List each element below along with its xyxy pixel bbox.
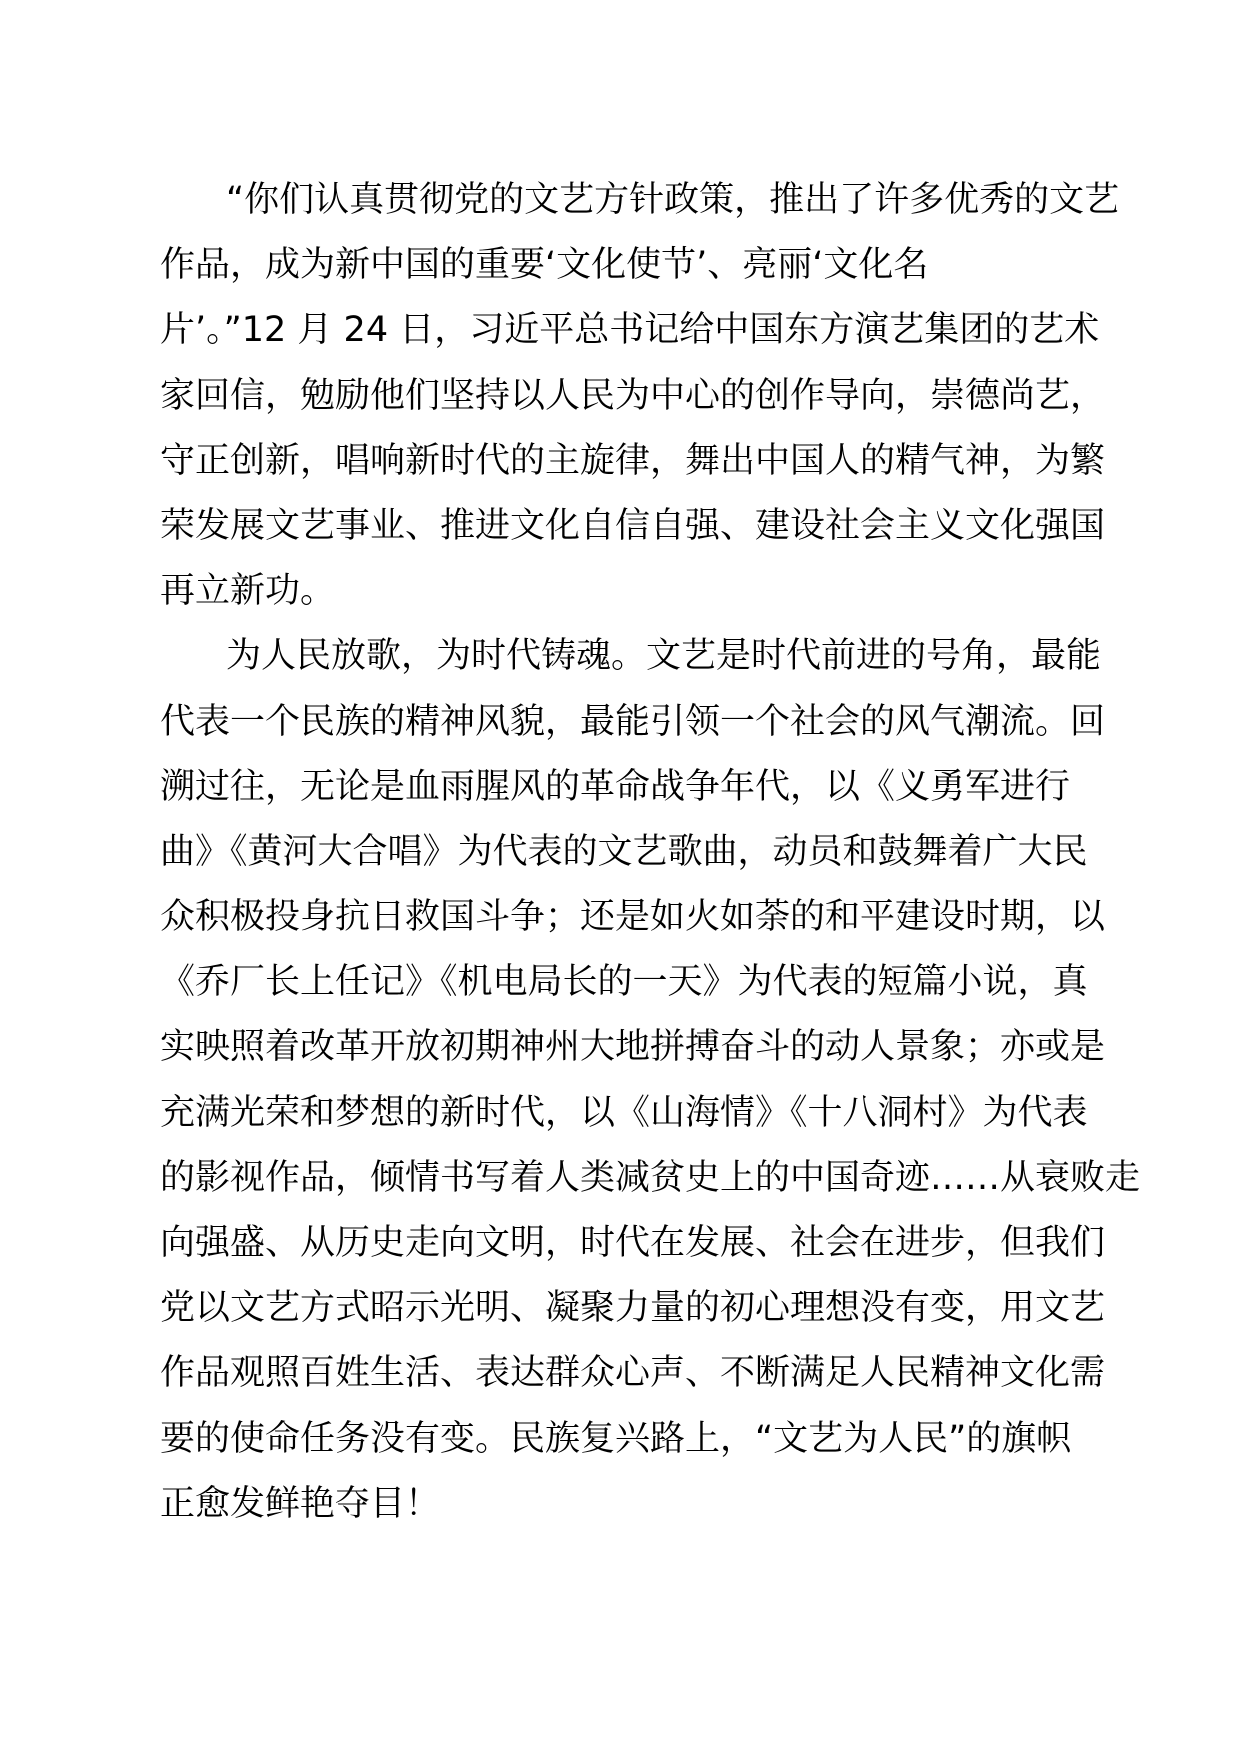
text-line: 荣发展文艺事业、推进文化自信自强、建设社会主义文化强国 bbox=[160, 505, 1106, 546]
text-line: 家回信，勉励他们坚持以人民为中心的创作导向，崇德尚艺， bbox=[160, 375, 1106, 416]
text-line: 党以文艺方式昭示光明、凝聚力量的初心理想没有变，用文艺 bbox=[160, 1288, 1106, 1329]
text-line: “你们认真贯彻党的文艺方针政策，推出了许多优秀的文艺 bbox=[226, 180, 1120, 220]
text-line: 代表一个民族的精神风貌，最能引领一个社会的风气潮流。回 bbox=[160, 701, 1106, 742]
text-line: 向强盛、从历史走向文明，时代在发展、社会在进步，但我们 bbox=[160, 1223, 1106, 1263]
text-line: 正愈发鲜艳夺目！ bbox=[160, 1483, 441, 1524]
text-line: 片’。”12 月 24 日，习近平总书记给中国东方演艺集团的艺术 bbox=[160, 310, 1100, 351]
text-line: 实映照着改革开放初期神州大地拼搏奋斗的动人景象；亦或是 bbox=[160, 1027, 1106, 1068]
text-line: 守正创新，唱响新时代的主旋律，舞出中国人的精气神，为繁 bbox=[160, 440, 1106, 481]
text-line: 再立新功。 bbox=[160, 571, 336, 612]
text-line: 的影视作品，倾情书写着人类减贫史上的中国奇迹……从衰败走 bbox=[160, 1157, 1141, 1198]
text-line: 《乔厂长上任记》《机电局长的一天》为代表的短篇小说，真 bbox=[160, 962, 1088, 1003]
text-line: 曲》《黄河大合唱》为代表的文艺歌曲，动员和鼓舞着广大民 bbox=[160, 831, 1088, 872]
text-line: 众积极投身抗日救国斗争；还是如火如荼的和平建设时期，以 bbox=[160, 897, 1106, 938]
text-line: 为人民放歌，为时代铸魂。文艺是时代前进的号角，最能 bbox=[226, 636, 1102, 677]
text-line: 作品观照百姓生活、表达群众心声、不断满足人民精神文化需 bbox=[160, 1353, 1106, 1394]
body-text bbox=[160, 168, 1141, 1537]
text-line: 作品，成为新中国的重要‘文化使节’、亮丽‘文化名 bbox=[160, 245, 929, 286]
text-line: 充满光荣和梦想的新时代，以《山海情》《十八洞村》为代表 bbox=[160, 1092, 1088, 1133]
text-line: 溯过往，无论是血雨腥风的革命战争年代，以《义勇军进行 bbox=[160, 766, 1071, 807]
text-line: 要的使命任务没有变。民族复兴路上，“文艺为人民”的旗帜 bbox=[160, 1418, 1072, 1459]
